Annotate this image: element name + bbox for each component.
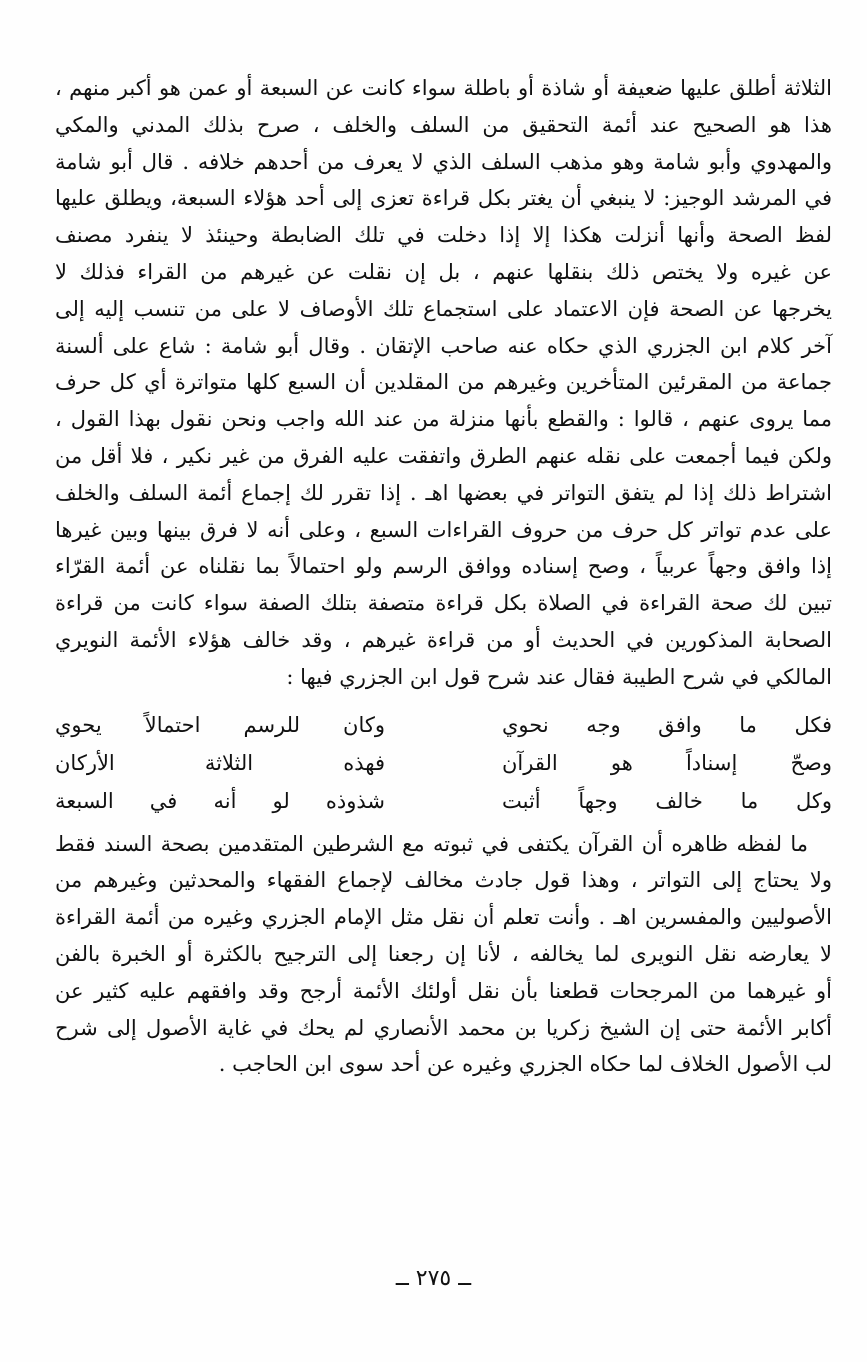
paragraph-1 xyxy=(55,70,832,696)
text-line: الأصوليين والمفسرين اهـ . وأنت تعلم أن نقل مثل الإمام الجزري وغيره من أئمة القراءة xyxy=(55,905,832,930)
text-line: ولا يحتاج إلى التواتر ، وهذا قول جادث مخالف لإجماع الفقهاء والمحدثين وغيرهم من xyxy=(55,868,832,893)
verse-row xyxy=(55,782,832,820)
page-body xyxy=(55,70,832,1083)
verse-first-hemistich: وصحّ إسناداً هو القرآن xyxy=(502,750,832,775)
verse-row xyxy=(55,744,832,782)
text-line: الصحابة المذكورين في الحديث أو من قراءة غيرهم ، وقد خالف هؤلاء الأئمة النويري xyxy=(55,627,832,652)
verse-first-hemistich: وكل ما خالف وجهاً أثبت xyxy=(502,788,832,813)
text-line: مما يروى عنهم ، قالوا : والقطع بأنها منزلة من عند الله واجب ونحن نقول بهذا القول ، xyxy=(55,407,832,432)
text-line: لفظ الصحة وأنها أنزلت هكذا إلا إذا دخلت في تلك الضابطة وحينئذ لا ينفرد مصنف xyxy=(55,223,832,248)
verse-second-hemistich: وكان للرسم احتمالاً يحوي xyxy=(55,712,385,737)
text-line: اشتراط ذلك إذا لم يتفق التواتر في بعضها اهـ . إذا تقرر لك إجماع أئمة السلف والخلف xyxy=(55,480,832,505)
text-line: تبين لك صحة القراءة في الصلاة بكل قراءة متصفة بتلك الصفة سواء كانت من قراءة xyxy=(55,591,832,616)
paragraph-2 xyxy=(55,826,832,1084)
text-line: هذا هو الصحيح عند أئمة التحقيق من السلف والخلف ، صرح بذلك المدني والمكي xyxy=(55,112,832,137)
verse-second-hemistich: شذوذه لو أنه في السبعة xyxy=(55,788,385,813)
text-line: جماعة من المقرئين المتأخرين وغيرهم من المقلدين أن السبع كلها متواترة أي كل حرف xyxy=(55,370,832,395)
text-line: الثلاثة أطلق عليها ضعيفة أو شاذة أو باطلة سواء كانت عن السبعة أو عمن هو أكبر منهم ، xyxy=(55,76,832,100)
verse-first-hemistich: فكل ما وافق وجه نحوي xyxy=(502,712,832,737)
verse-row xyxy=(55,706,832,744)
text-line: إذا وافق وجهاً عربياً ، وصح إسناده ووافق الرسم ولو احتمالاً بما نقلناه عن أئمة القرّاء xyxy=(55,554,832,579)
text-line: على عدم تواتر كل حرف من حروف القراءات السبع ، وعلى أنه لا فرق بينها وبين غيرها xyxy=(55,517,832,542)
text-line: المالكي في شرح الطيبة فقال عند شرح قول ابن الجزري فيها : xyxy=(286,664,832,689)
text-line: والمهدوي وأبو شامة وهو مذهب السلف الذي لا يعرف من أحدهم خلافه . قال أبو شامة xyxy=(55,149,832,174)
verse-second-hemistich: فهذه الثلاثة الأركان xyxy=(55,750,385,775)
text-line: آخر كلام ابن الجزري الذي حكاه عنه صاحب الإتقان . وقال أبو شامة : شاع على ألسنة xyxy=(55,333,832,358)
text-line: عن غيره ولا يختص ذلك بنقلها عنهم ، بل إن نقلت عن غيرهم من القراء فذلك لا xyxy=(55,259,832,284)
text-line: يخرجها عن الصحة فإن الاعتماد على استجماع تلك الأوصاف لا على من تنسب إليه إلى xyxy=(55,296,832,321)
page-number: ــ ٢٧٥ ــ xyxy=(395,1266,472,1291)
text-line: ولكن فيما أجمعت على نقله عنهم الطرق واتفقت عليه الفرق من غير نكير ، فلا أقل من xyxy=(55,443,832,468)
text-line: في المرشد الوجيز: لا ينبغي أن يغتر بكل قراءة تعزى إلى أحد هؤلاء السبعة، ويطلق عليها xyxy=(55,186,832,211)
poem-verses xyxy=(55,706,832,820)
text-line: ما لفظه ظاهره أن القرآن يكتفى في ثبوته مع الشرطين المتقدمين بصحة السند فقط xyxy=(55,831,808,856)
text-line: أو غيرهما من المرجحات قطعنا بأن نقل أولئك الأئمة أرجح وقد وافقهم عليه كثير عن xyxy=(55,978,832,1003)
text-line: لا يعارضه نقل النويرى لما يخالفه ، لأنا إن رجعنا إلى الترجيح بالكثرة أو الخبرة بالفن xyxy=(55,941,832,966)
text-line: لب الأصول الخلاف لما حكاه الجزري وغيره عن أحد سوى ابن الحاجب . xyxy=(218,1052,832,1077)
text-line: أكابر الأئمة حتى إن الشيخ زكريا بن محمد الأنصاري لم يحك في غاية الأصول إلى شرح xyxy=(55,1015,832,1040)
